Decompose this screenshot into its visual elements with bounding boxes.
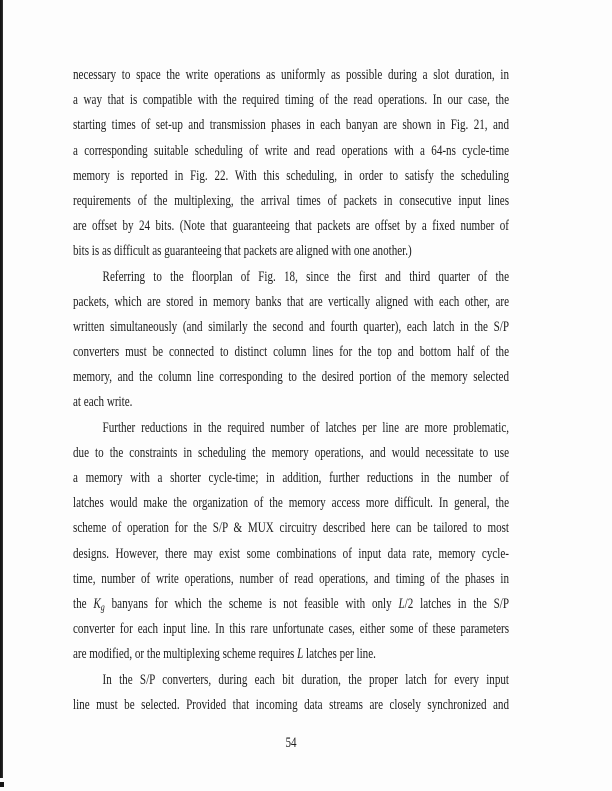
text-line: a way that is compatible with the required timing of the read operations. In our case, the <box>73 92 510 109</box>
text-line: memory, and the column line corresponding to the desired portion of the memory selected <box>73 369 510 386</box>
scan-speck <box>0 782 4 787</box>
page-number: 54 <box>285 734 297 751</box>
text-line: the $K_g$ banyans for which the scheme is not feasible with only L/2 latches in the S/P <box>73 595 509 614</box>
page-text <box>73 63 509 756</box>
text-line: Referring to the floorplan of Fig. 18, since the first and third quarter of the <box>102 268 510 285</box>
text-line: are offset by 24 bits. (Note that guaranteeing that packets are offset by a fixed number of <box>73 218 510 235</box>
text-line: memory is reported in Fig. 22. With this scheduling, in order to satisfy the scheduling <box>73 167 510 184</box>
body-text-lines <box>73 63 509 718</box>
text-line: scheme of operation for the S/P & MUX circuitry described here can be tailored to most <box>73 520 510 537</box>
text-line: necessary to space the write operations as uniformly as possible during a slot duration, in <box>73 67 510 83</box>
text-line: at each write. <box>73 394 133 411</box>
text-line: requirements of the multiplexing, the arrival times of packets in consecutive input lines <box>73 192 510 209</box>
text-line: In the S/P converters, during each bit duration, the proper latch for every input <box>102 671 510 688</box>
text-line: a corresponding suitable scheduling of write and read operations with a 64-ns cycle-time <box>73 142 510 159</box>
text-line: starting times of set-up and transmission phases in each banyan are shown in Fig. 21, and <box>73 117 510 134</box>
text-line: due to the constraints in scheduling the memory operations, and would necessitate to use <box>73 444 510 461</box>
text-line: designs. However, there may exist some combinations of input data rate, memory cycle- <box>73 545 510 562</box>
text-line: Further reductions in the required number of latches per line are more problematic, <box>102 419 510 436</box>
text-line: packets, which are stored in memory banks that are vertically aligned with each other, are <box>73 293 510 310</box>
text-line: converters must be connected to distinct column lines for the top and bottom half of the <box>73 344 510 361</box>
text-line: a memory with a shorter cycle-time; in addition, further reductions in the number of <box>73 470 510 486</box>
text-line: bits is as difficult as guaranteeing that packets are aligned with one another.) <box>73 243 412 260</box>
text-line: written simultaneously (and similarly the second and fourth quarter), each latch in the S/P <box>73 318 510 335</box>
text-line: line must be selected. Provided that incoming data streams are closely synchronized and <box>73 696 510 713</box>
text-line: latches would make the organization of the memory access more difficult. In general, the <box>73 495 510 512</box>
text-line: converter for each input line. In this rare unfortunate cases, either some of these parameters <box>73 621 510 638</box>
text-line: time, number of write operations, number of read operations, and timing of the phases in <box>73 570 510 587</box>
text-line: are modified, or the multiplexing scheme requires L latches per line. <box>73 646 376 663</box>
scan-edge-strip <box>0 0 3 778</box>
